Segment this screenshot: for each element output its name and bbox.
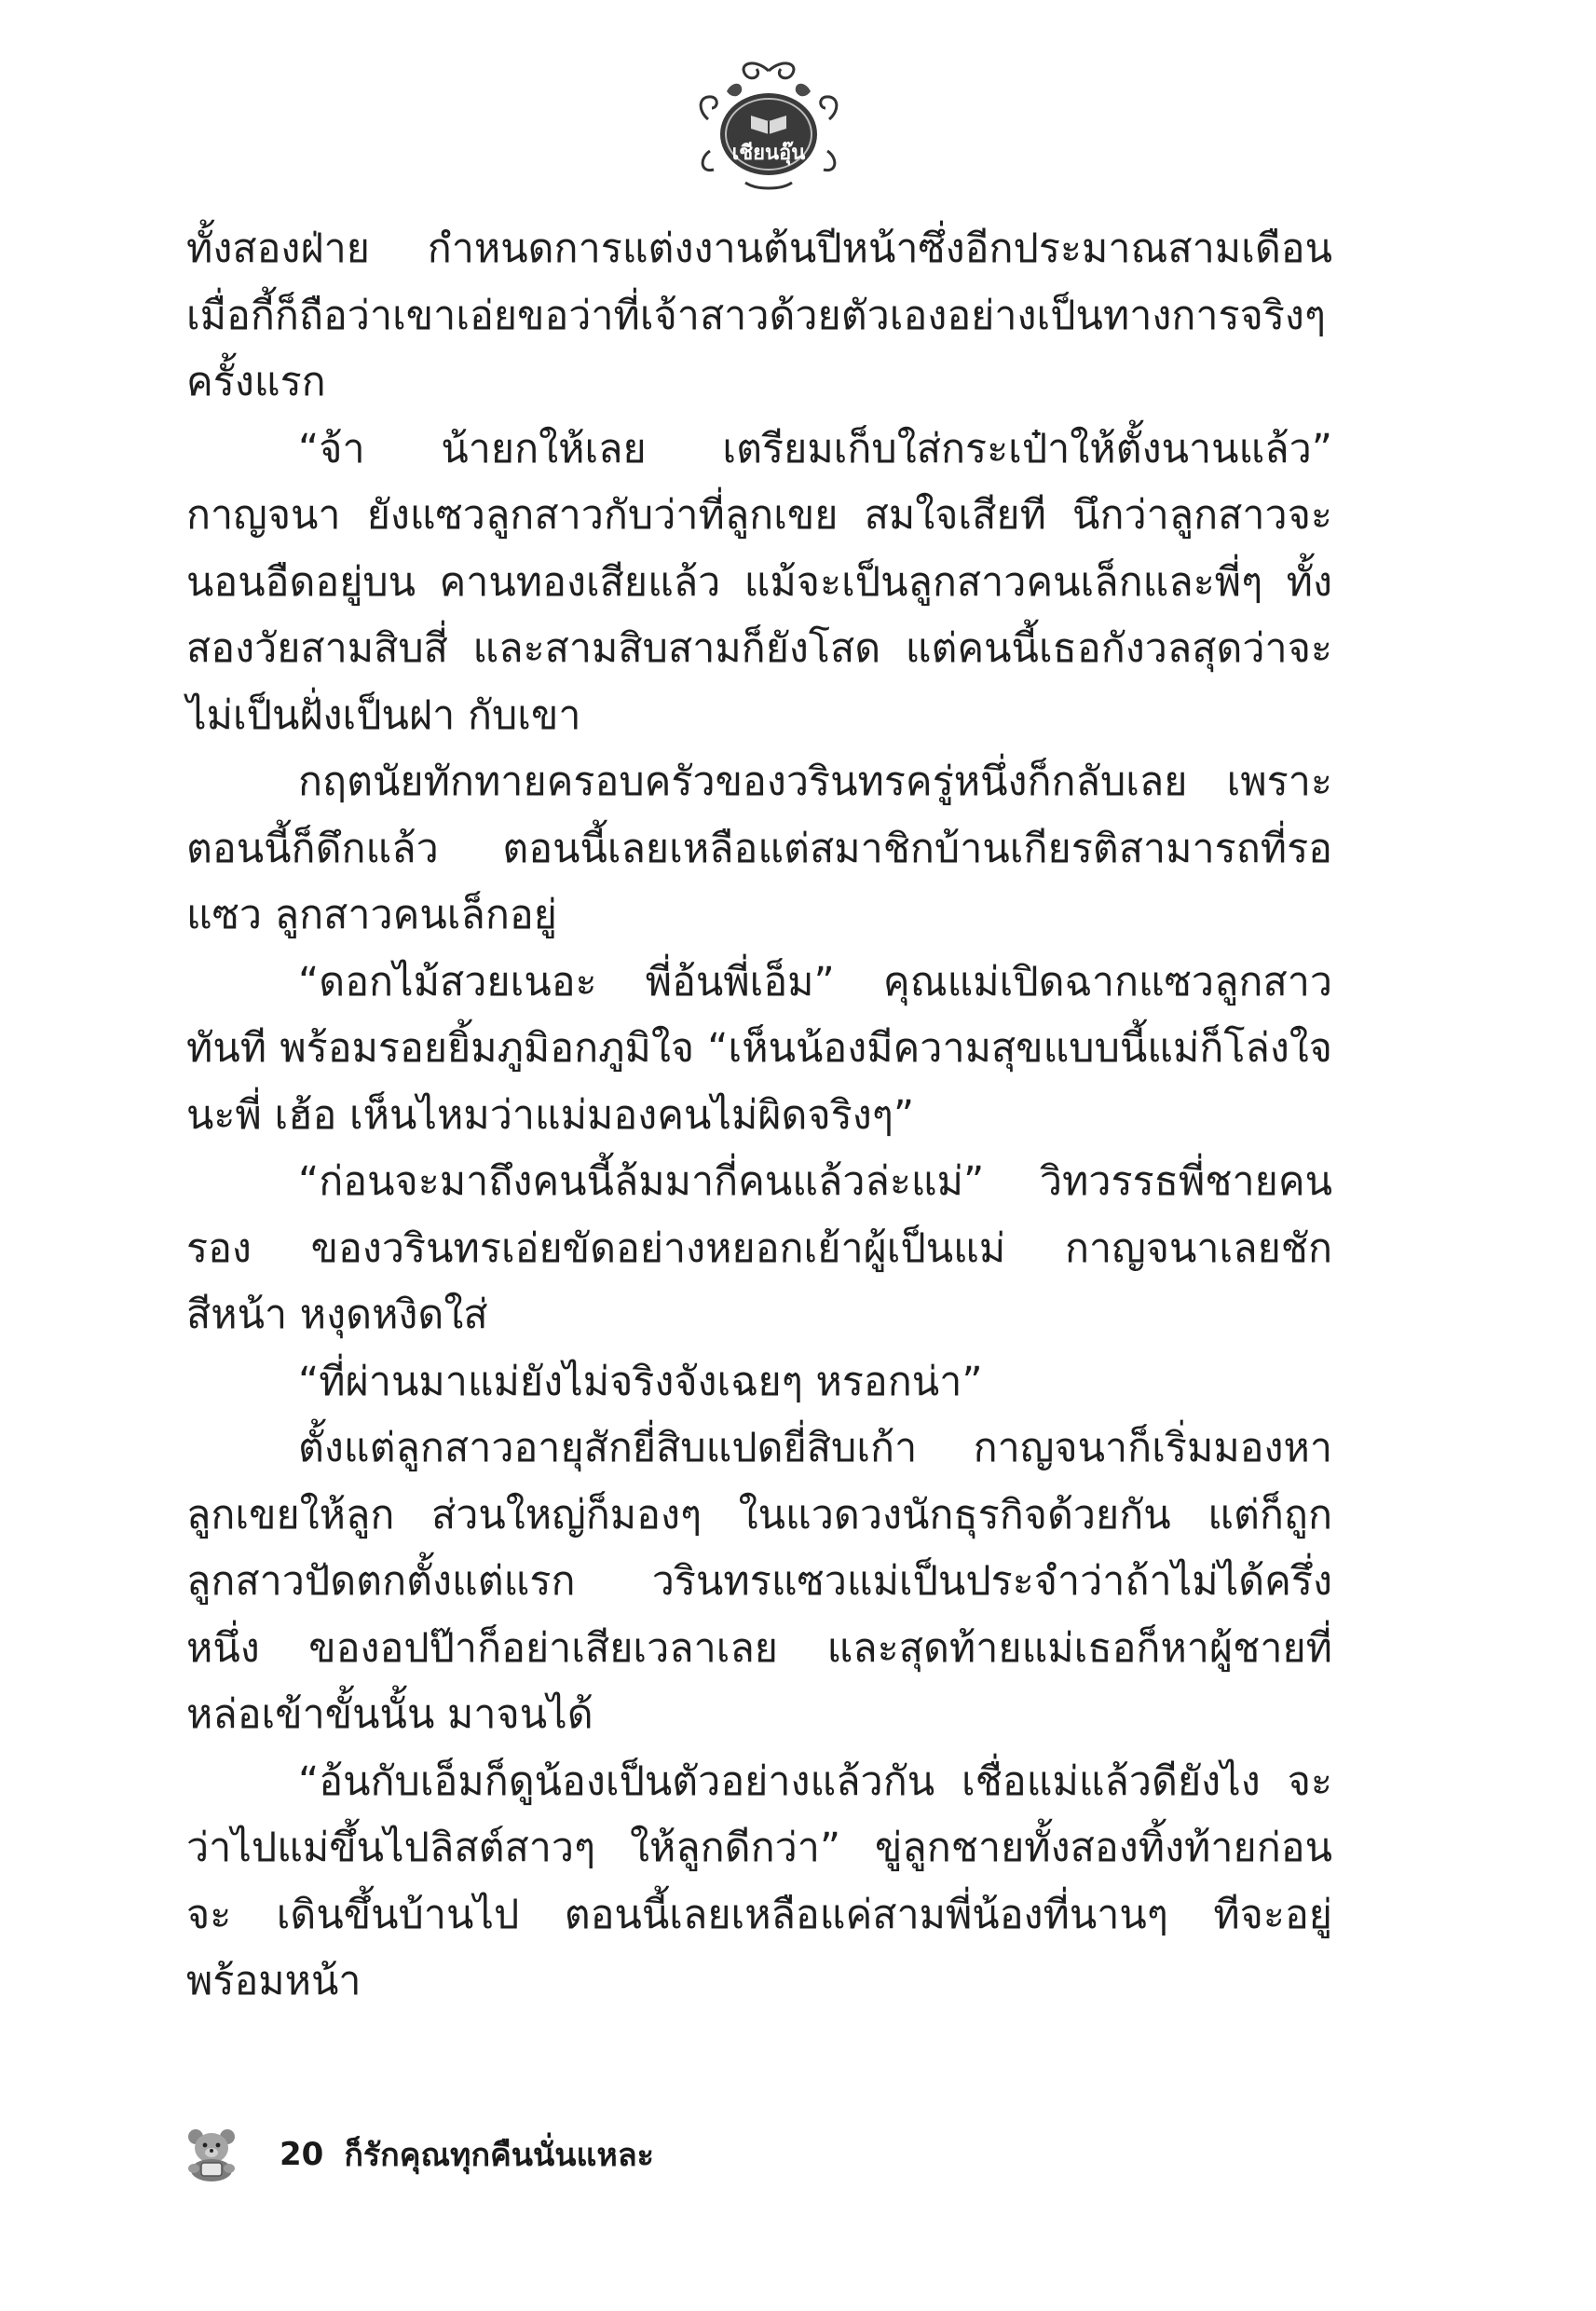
paragraph: กฤตนัยทักทายครอบครัวของวรินทรครู่หนึ่งก็กลับเลย เพราะ ตอนนี้ก็ดึกแล้ว ตอนนี้เลยเหลือแต่สมาชิกบ้านเกียรติสามารถที่รอแซว ลูกสาวคนเล็กอยู่ bbox=[186, 759, 1332, 938]
page-number: 20 bbox=[280, 2136, 324, 2173]
paragraph: “ดอกไม้สวยเนอะ พี่อ้นพี่เอ็ม” คุณแม่เปิดฉากแซวลูกสาวทันที พร้อมรอยยิ้มภูมิอกภูมิใจ “เห็นน้องมีความสุขแบบนี้แม่ก็โล่งใจนะพี่ เฮ้อ เห็นไหมว่าแม่มองคนไม่ผิดจริงๆ” bbox=[186, 958, 1332, 1139]
publisher-logo-text: เชียนอุ๊น bbox=[731, 141, 806, 165]
paragraph: “จ้า น้ายกให้เลย เตรียมเก็บใส่กระเป๋าให้ตั้งนานแล้ว” กาญจนา ยังแซวลูกสาวกับว่าที่ลูกเขย สมใจเสียที นึกว่าลูกสาวจะนอนอืดอยู่บน คานทองเสียแล้ว แม้จะเป็นลูกสาวคนเล็กและพี่ๆ ทั้งสองวัยสามสิบสี่ และสามสิบสามก็ยังโสด แต่คนนี้เธอกังวลสุดว่าจะไม่เป็นฝั่งเป็นฝา กับเขา bbox=[186, 425, 1332, 739]
page-footer bbox=[183, 2126, 654, 2182]
paragraph: ตั้งแต่ลูกสาวอายุสักยี่สิบแปดยี่สิบเก้า กาญจนาก็เริ่มมองหา ลูกเขยให้ลูก ส่วนใหญ่ก็มองๆ ในแวดวงนักธุรกิจด้วยกัน แต่ก็ถูก ลูกสาวปัดตกตั้งแต่แรก วรินทรแซวแม่เป็นประจำว่าถ้าไม่ได้ครึ่งหนึ่ง ของอปป๊าก็อย่าเสียเวลาเลย และสุดท้ายแม่เธอก็หาผู้ชายที่หล่อเข้าขั้นนั้น มาจนได้ bbox=[186, 1425, 1332, 1738]
paragraph: “ก่อนจะมาถึงคนนี้ล้มมากี่คนแล้วล่ะแม่” วิทวรรธพี่ชายคนรอง ของวรินทรเอ่ยขัดอย่างหยอกเย้าผู้เป็นแม่ กาญจนาเลยชักสีหน้า หงุดหงิดใส่ bbox=[186, 1158, 1332, 1338]
paragraph: ทั้งสองฝ่าย กำหนดการแต่งงานต้นปีหน้าซึ่งอีกประมาณสามเดือน เมื่อกี้ก็ถือว่าเขาเอ่ยขอว่าที่เจ้าสาวด้วยตัวเองอย่างเป็นทางการจริงๆ ครั้งแรก bbox=[186, 226, 1332, 405]
book-title: ก็รักคุณทุกคืนนั่นแหละ bbox=[344, 2137, 654, 2174]
teddy-bear-mascot-icon bbox=[183, 2127, 240, 2181]
page-body bbox=[186, 216, 1332, 2016]
paragraph: “ที่ผ่านมาแม่ยังไม่จริงจังเฉยๆ หรอกน่า” bbox=[298, 1358, 983, 1405]
paragraph: “อ้นกับเอ็มก็ดูน้องเป็นตัวอย่างแล้วกัน เชื่อแม่แล้วดียังไง จะว่าไปแม่ขึ้นไปลิสต์สาวๆ ให้ลูกดีกว่า” ขู่ลูกชายทั้งสองทิ้งท้ายก่อนจะ เดินขึ้นบ้านไป ตอนนี้เลยเหลือแค่สามพี่น้องที่นานๆ ทีจะอยู่พร้อมหน้า bbox=[186, 1757, 1332, 2004]
publisher-emblem-icon bbox=[689, 54, 848, 194]
